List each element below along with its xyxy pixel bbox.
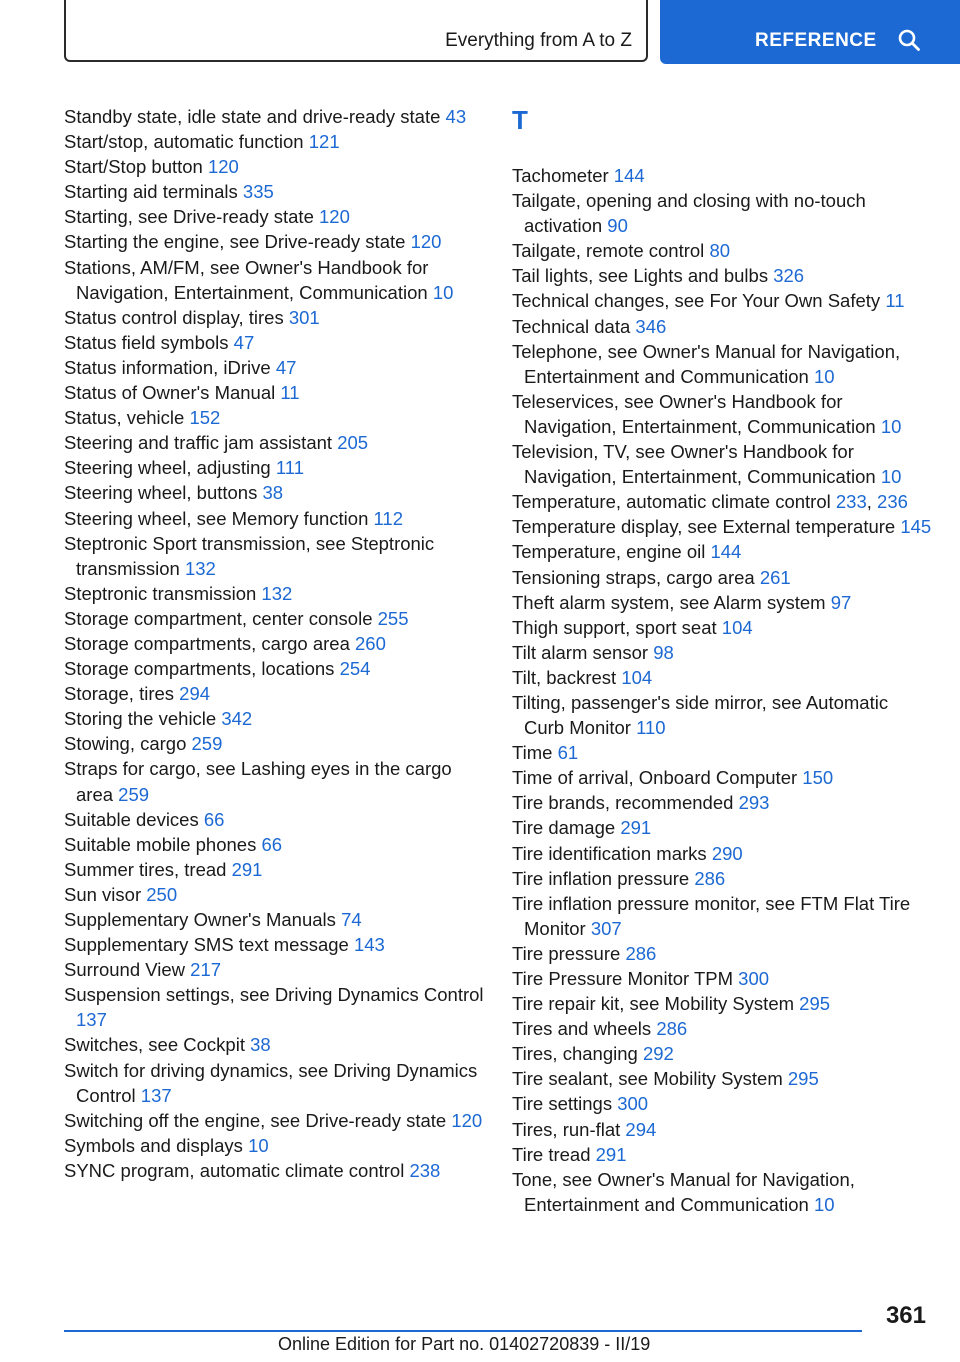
index-entry [64,255,484,305]
search-icon[interactable] [898,29,920,51]
page-reference-link[interactable]: 295 [787,1068,819,1090]
page-reference-link[interactable]: 80 [709,240,731,262]
index-entry-text: Technical changes, see For Your Own Safety [512,290,881,312]
index-entry-text: Temperature display, see External temperature [512,516,896,538]
index-letter-heading: T [512,105,528,135]
index-entry-text: Tire damage [512,817,616,839]
page-reference-link[interactable]: 260 [355,632,386,654]
index-entry-text: Stowing, cargo [64,733,187,755]
index-entry [512,1016,932,1041]
page-reference-link[interactable]: 38 [262,482,284,504]
index-entry [512,690,932,740]
index-entry [64,506,484,531]
index-entry-text: Suitable devices [64,808,199,830]
page-reference-link[interactable]: 255 [377,607,409,629]
index-entry [64,480,484,505]
index-entry [64,832,484,857]
index-entry-text: Tire brands, recommended [512,792,734,814]
index-entry-text: Storage compartments, cargo area [64,632,350,654]
index-entry-text: Temperature, engine oil [512,541,706,563]
index-entry [64,656,484,681]
page-reference-link[interactable]: 120 [410,231,442,253]
index-entry-text: Supplementary Owner's Manuals [64,909,336,930]
index-entry-text: Status, vehicle [64,407,185,429]
index-entry-text: Supplementary SMS text message [64,934,349,956]
index-entry-text: Standby state, idle state and drive-ready state [64,106,441,127]
index-entry [64,179,484,204]
page-reference-link[interactable]: 342 [221,708,253,730]
page-reference-link[interactable]: 144 [710,541,742,563]
page-reference-link[interactable]: 291 [595,1143,627,1165]
index-entry-text: Tire pressure [512,942,621,964]
index-entry-text: Switch for driving dynamics, see Driving Dynamics Control [64,1059,478,1106]
page-reference-link[interactable]: 238 [409,1159,441,1181]
index-entry [64,882,484,907]
index-entry-text: Tire settings [512,1093,613,1115]
page-reference-link[interactable]: 233 [835,491,867,513]
section-title: Everything from A to Z [445,30,632,51]
index-entry [64,455,484,480]
index-entry [512,539,932,564]
index-column-left [64,104,484,1183]
index-entry-text: Tires, changing [512,1043,638,1065]
page-reference-link[interactable]: 43 [445,106,467,127]
index-entry-text: Tire Pressure Monitor TPM [512,968,734,989]
index-entry [64,581,484,606]
index-entry-text: Steering wheel, adjusting [64,457,271,479]
index-entry [512,263,932,288]
index-entry-text: Start/stop, automatic function [64,131,304,153]
index-entry-text: Tires, run-flat [512,1118,621,1140]
index-entry [512,188,932,238]
index-entry [64,756,484,806]
index-entry-text: Tire inflation pressure monitor, see FTM Flat Tire Monitor [512,892,911,939]
index-entry-text: Tone, see Owner's Manual for Navigation, Entertainment and Communication [512,1168,855,1215]
page-reference-link[interactable]: 97 [830,591,852,613]
index-entry [512,565,932,590]
index-entry-text: Tilt alarm sensor [512,641,649,663]
footer-divider [64,1330,862,1332]
index-entry-text: Starting, see Drive-ready state [64,206,314,228]
index-entry-text: Theft alarm system, see Alarm system [512,591,826,613]
index-entry-text: Storage compartments, locations [64,658,335,680]
page-reference-link[interactable]: 132 [261,582,293,604]
reference-tab[interactable] [660,0,960,64]
index-entry-text: Suitable mobile phones [64,833,257,855]
index-entry-text: Status control display, tires [64,306,284,328]
page-reference-link[interactable]: 10 [248,1134,269,1156]
index-entry [512,966,932,991]
index-entry [64,355,484,380]
page-reference-link[interactable]: 292 [642,1043,674,1065]
index-entry-text: Tire tread [512,1143,591,1165]
index-entry-text: Time of arrival, Onboard Computer [512,767,798,789]
index-entry-text: Steering wheel, buttons [64,482,258,504]
page-reference-link[interactable]: 326 [773,265,805,287]
index-entry [64,631,484,656]
index-entry [512,790,932,815]
index-entry [512,439,932,489]
index-entry-text: Tail lights, see Lights and bulbs [512,265,769,287]
reference-tab-label: REFERENCE [755,30,877,51]
index-entry: Temperature, automatic climate control 233, 236 [512,491,908,513]
page-reference-link[interactable]: 335 [242,181,274,203]
index-entry [512,815,932,840]
page-reference-link[interactable]: 47 [275,356,297,378]
index-entry [64,154,484,179]
index-entry [512,1167,932,1217]
index-entry-text: Temperature, automatic climate control [512,491,831,513]
index-entry [64,405,484,430]
index-entry-text: Storage compartment, center console [64,607,373,629]
index-entry-text: Tailgate, opening and closing with no-touch activation [512,190,866,237]
index-column-right [512,104,932,1217]
index-entry [512,1041,932,1066]
index-entry-text: Status of Owner's Manual [64,382,276,404]
page-reference-link[interactable]: 38 [250,1034,271,1056]
index-entry-text: Teleservices, see Owner's Handbook for Navigation, Entertainment, Communication [512,390,876,437]
page-reference-link[interactable]: 90 [607,215,628,237]
index-entry [64,681,484,706]
index-entry-text: Tire sealant, see Mobility System [512,1068,783,1090]
index-entry-text: Start/Stop button [64,156,203,178]
page-reference-link[interactable]: 143 [353,934,385,956]
page-reference-link[interactable]: 104 [621,666,653,688]
index-entry-text: Tire repair kit, see Mobility System [512,993,795,1015]
page-reference-link[interactable]: 120 [319,206,350,228]
page-reference-link[interactable]: 307 [590,917,622,939]
index-entry [512,339,932,389]
page-reference-link[interactable]: 10 [880,466,902,488]
page-reference-link[interactable]: 11 [280,382,300,404]
index-entries-right [512,163,932,1217]
index-entry [64,982,484,1032]
page-reference-link[interactable]: 61 [557,742,579,764]
index-entry-text: Status information, iDrive [64,356,271,378]
page-reference-link[interactable]: 294 [179,683,211,705]
page-reference-link[interactable]: 137 [76,1009,107,1031]
index-entry-text: Tailgate, remote control [512,240,705,262]
index-entry-text: Status field symbols [64,331,229,353]
index-entry [64,1108,484,1133]
index-entry [64,330,484,355]
index-entry-text: Technical data [512,315,631,337]
index-entry [64,932,484,957]
page-reference-link[interactable]: 259 [191,733,223,755]
page-reference-link[interactable]: 66 [203,808,225,830]
index-entry-text: SYNC program, automatic climate control [64,1159,405,1181]
index-entry-text: Straps for cargo, see Lashing eyes in the cargo area [64,758,452,805]
index-entry [512,891,932,941]
page-reference-link[interactable]: 144 [613,165,645,186]
index-entry-text: Tire identification marks [512,842,707,864]
index-entry-text: Time [512,742,553,764]
index-entry-text: Tachometer [512,165,609,186]
index-entry [64,104,484,129]
page-reference-link[interactable]: 291 [620,817,652,839]
index-entry-text: Steptronic transmission [64,582,257,604]
page-reference-link[interactable]: 295 [799,993,831,1015]
index-entry [64,380,484,405]
index-entry [512,1117,932,1142]
index-entry [64,857,484,882]
index-entry [512,590,932,615]
index-entry [64,606,484,631]
index-entry [512,665,932,690]
index-entry-text: Television, TV, see Owner's Handbook for Navigation, Entertainment, Communication [512,441,876,488]
index-entry [512,866,932,891]
index-entry [64,807,484,832]
page-reference-link[interactable]: 110 [636,717,666,739]
index-entry-text: Tilting, passenger's side mirror, see Automatic Curb Monitor [512,691,889,739]
page-reference-link[interactable]: 112 [373,507,404,529]
index-entry [512,288,932,313]
section-header [64,0,648,62]
index-entry-text: Tensioning straps, cargo area [512,566,755,588]
index-entry [64,1032,484,1057]
index-entry [512,740,932,765]
page-reference-link[interactable]: 66 [261,833,283,855]
index-entry [64,1158,484,1183]
footer-edition: Online Edition for Part no. 01402720839 - II/19 [278,1334,651,1354]
index-entry-text: Surround View [64,959,186,981]
index-entry-text: Sun visor [64,883,142,905]
index-entry [64,531,484,581]
page-reference-link[interactable]: 10 [814,365,835,387]
index-entry [64,430,484,455]
index-entry-text: Stations, AM/FM, see Owner's Handbook for Navigation, Entertainment, Communication [64,256,429,303]
page-reference-link[interactable]: 254 [339,658,371,680]
page-reference-link[interactable]: 120 [451,1109,483,1131]
page-reference-link[interactable]: 121 [308,131,340,153]
page-reference-link[interactable]: 205 [337,432,369,454]
page-reference-link[interactable]: 132 [184,557,216,579]
index-entry [512,1091,932,1116]
page-reference-link[interactable]: 98 [653,641,674,663]
page-reference-link[interactable]: 150 [802,767,834,789]
index-entry [512,163,932,188]
index-entry-text: Starting aid terminals [64,181,238,203]
index-entry [64,731,484,756]
index-entry [512,389,932,439]
page-reference-link[interactable]: 301 [288,306,320,328]
index-entry [64,706,484,731]
index-entry [512,640,932,665]
index-entry-text: Thigh support, sport seat [512,616,717,638]
index-entry-text: Telephone, see Owner's Manual for Navigation, Entertainment and Communication [512,340,901,387]
index-entry [64,204,484,229]
page-reference-link[interactable]: 300 [738,968,770,989]
index-entry-text: Switching off the engine, see Drive-ready state [64,1109,447,1131]
index-entry [64,907,484,932]
index-entry [512,941,932,966]
index-entry [512,615,932,640]
index-entry-text: Storing the vehicle [64,708,217,730]
page-reference-link[interactable]: 236 [877,491,908,513]
page-reference-link[interactable]: 290 [711,842,743,864]
page-reference-link[interactable]: 286 [656,1018,688,1040]
page-reference-link[interactable]: 152 [189,407,221,429]
index-entry [64,229,484,254]
index-entry-text: Suspension settings, see Driving Dynamics Control [64,984,484,1006]
index-entry-text: Starting the engine, see Drive-ready state [64,231,406,253]
index-entry-text: Tilt, backrest [512,666,617,688]
index-entry [64,129,484,154]
page-reference-link[interactable]: 47 [233,331,255,353]
index-entry [64,957,484,982]
page-reference-link[interactable]: 259 [118,783,150,805]
index-entry-text: Tires and wheels [512,1018,652,1040]
page-reference-link[interactable]: 294 [625,1118,657,1140]
page-reference-link[interactable]: 293 [738,792,770,814]
page-reference-link[interactable]: 10 [814,1193,835,1215]
index-entry-text: Summer tires, tread [64,858,227,880]
page-reference-link[interactable]: 137 [140,1084,172,1106]
page-reference-link[interactable]: 10 [880,415,902,437]
page-reference-link[interactable]: 120 [207,156,239,178]
index-entry [512,841,932,866]
index-entry-text: Symbols and displays [64,1134,243,1156]
index-entry [64,305,484,330]
index-entry [64,1058,484,1108]
page-reference-link[interactable]: 104 [721,616,753,638]
page-reference-link[interactable]: 261 [759,566,791,588]
page-reference-link[interactable]: 217 [190,959,222,981]
page-reference-link[interactable]: 286 [625,942,657,964]
index-entry-text: Switches, see Cockpit [64,1034,245,1056]
page-reference-link[interactable]: 291 [231,858,263,880]
index-entry [512,238,932,263]
page-reference-link[interactable]: 286 [694,867,726,889]
page-reference-link[interactable]: 250 [146,883,178,905]
index-entry [512,1142,932,1167]
page-reference-link[interactable]: 11 [885,290,905,312]
page-number: 361 [885,1302,926,1329]
page-reference-link[interactable]: 111 [275,457,304,479]
index-entry [512,765,932,790]
page-reference-link[interactable]: 346 [635,315,667,337]
index-entry [512,1066,932,1091]
index-entry-text: Tire inflation pressure [512,867,690,889]
page-reference-link[interactable]: 145 [900,516,932,538]
index-entry-text: Steptronic Sport transmission, see Steptronic transmission [64,532,435,579]
index-entry-text: Storage, tires [64,683,175,705]
index-entry-text: Steering wheel, see Memory function [64,507,369,529]
index-entry [512,514,932,539]
index-entry-text: Steering and traffic jam assistant [64,432,333,454]
page-reference-link[interactable]: 300 [617,1093,649,1115]
index-entry [64,1133,484,1158]
index-entry [512,991,932,1016]
index-entry [512,314,932,339]
page-reference-link[interactable]: 10 [432,281,454,303]
page-reference-link[interactable]: 74 [341,909,362,930]
